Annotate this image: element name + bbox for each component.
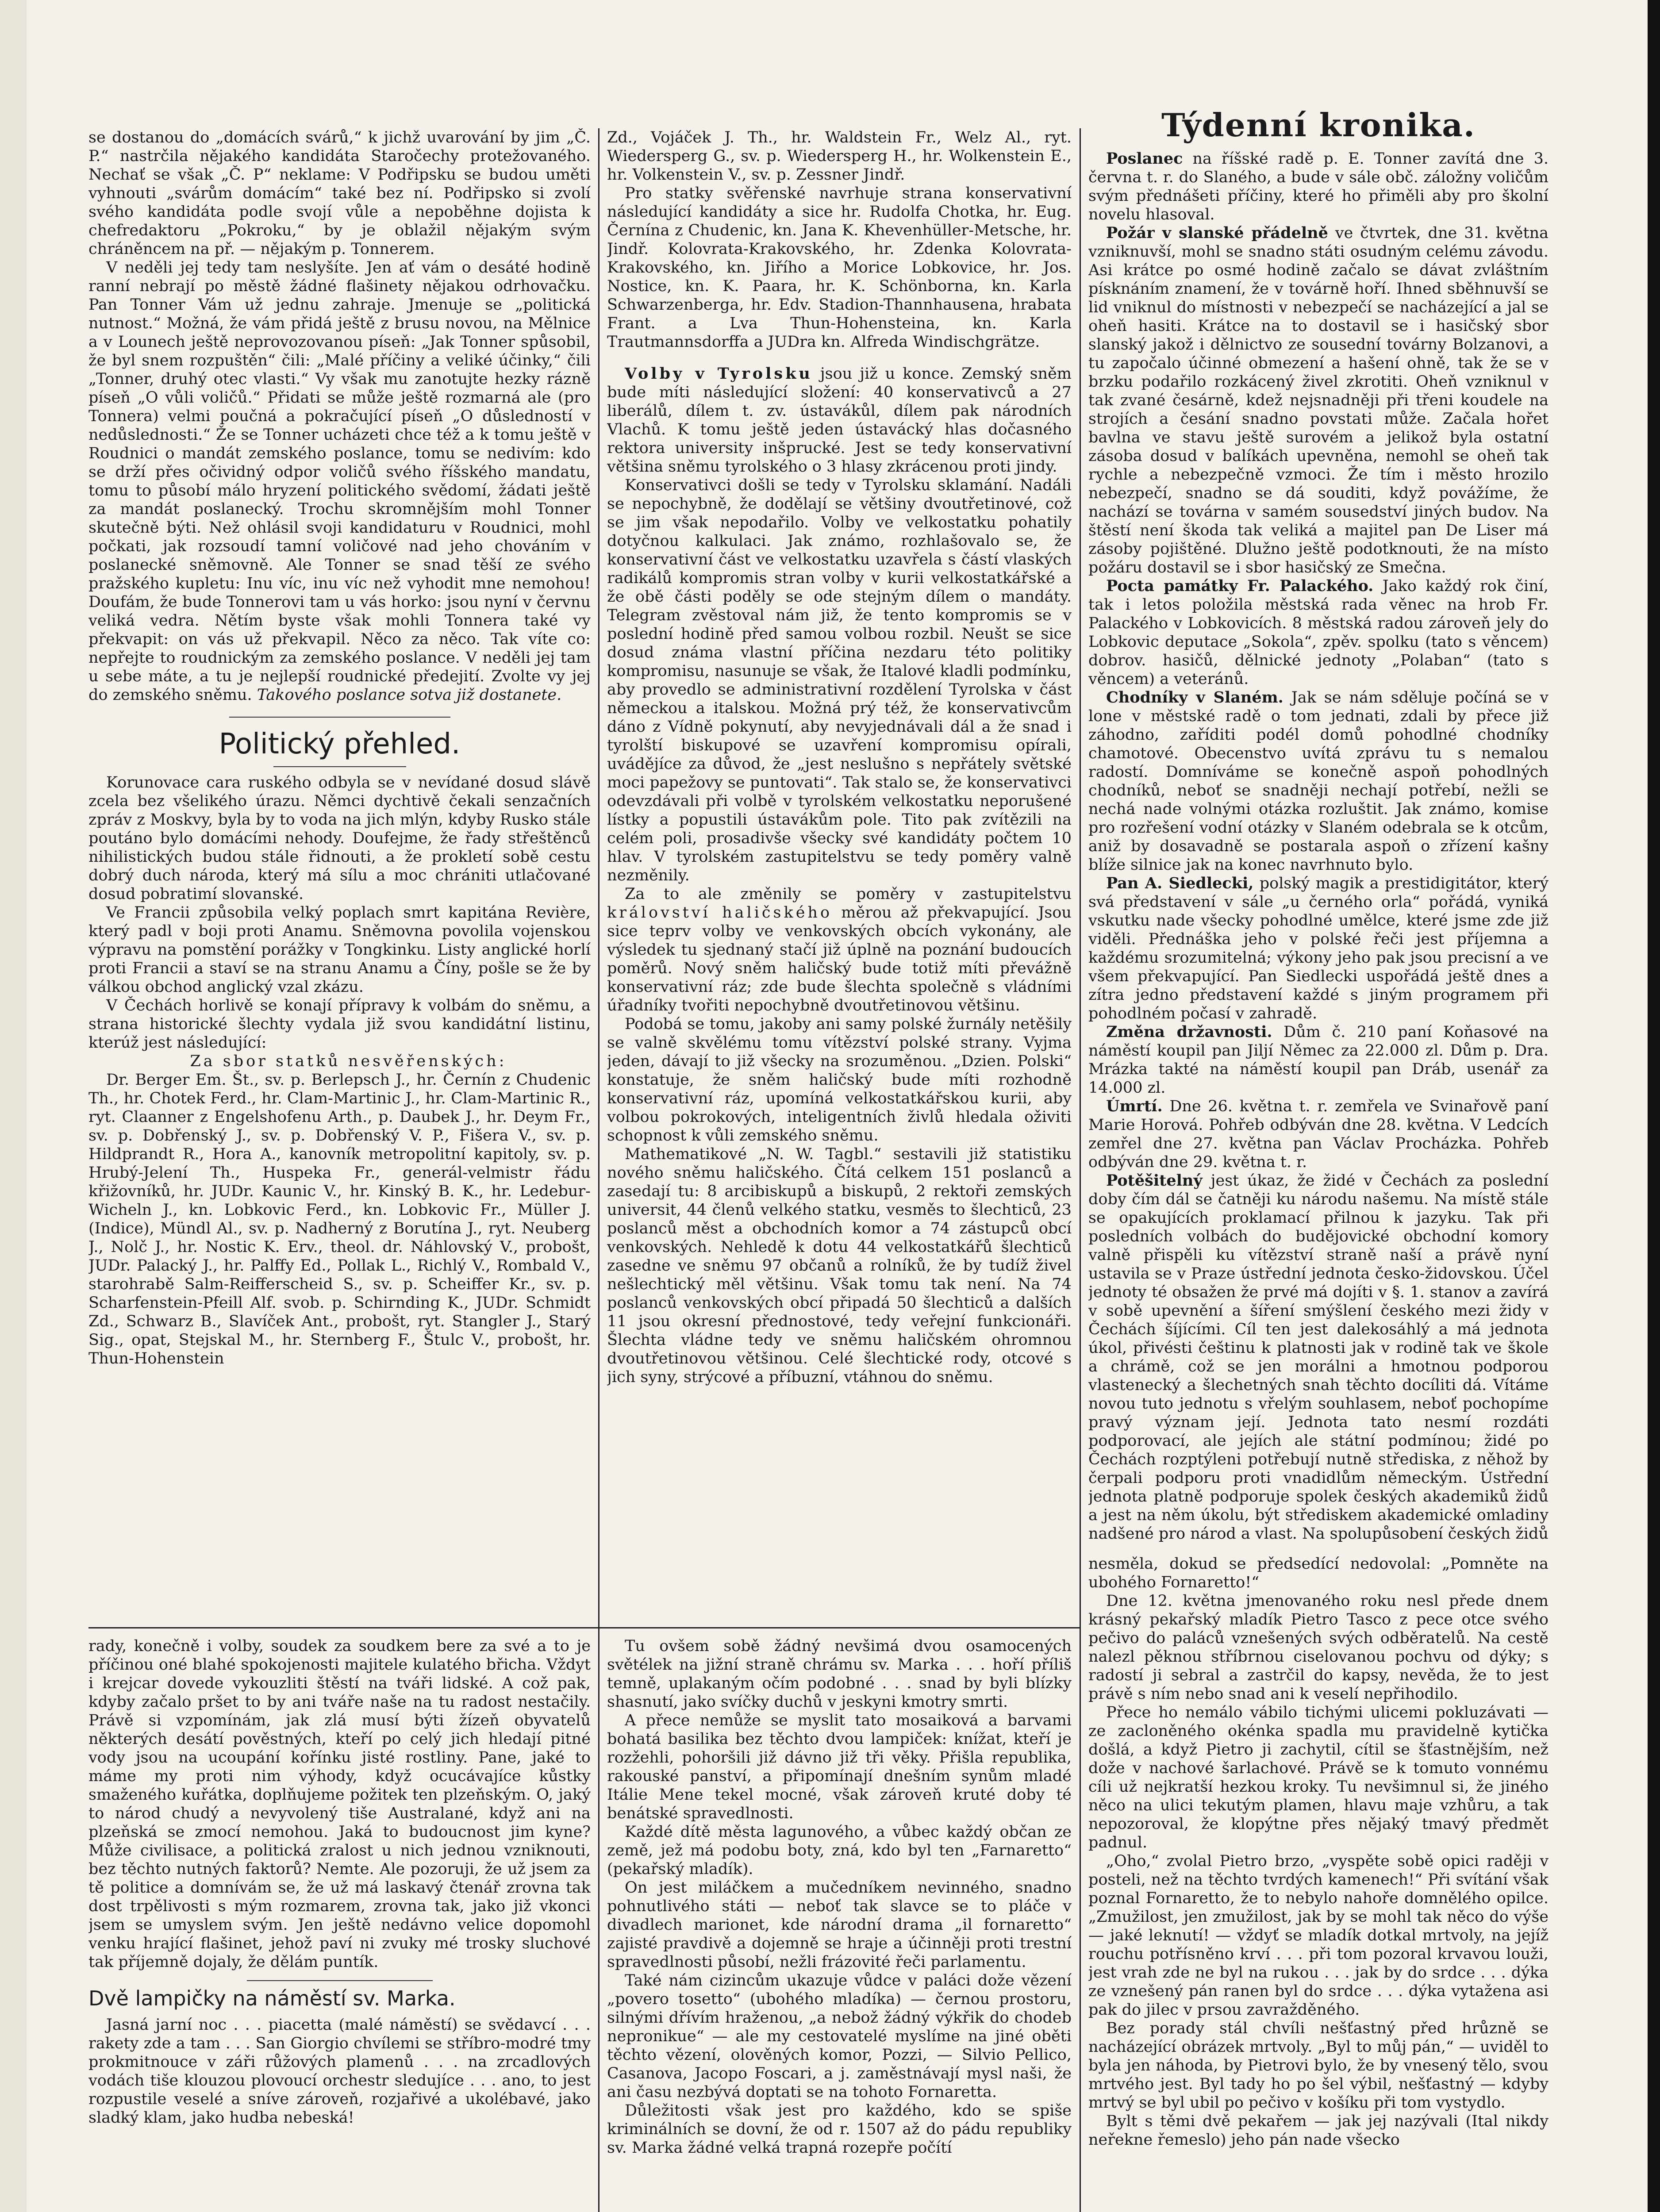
col3-paragraph-4 <box>1088 688 1549 874</box>
feuilleton-col2-paragraph-6: Důležitosti však jest pro každého, kdo se spiše kriminálních se dovní, že od r. 1507 až do pádu republiky sv. Marka žádné velká trapná rozepře počítí <box>607 2102 1072 2157</box>
section-heading-politicky-prehled: Politický přehled. <box>219 728 461 760</box>
feuilleton-col3-paragraph-4: „Oho,“ zvolal Pietro brzo, „vyspěte sobě opici raději v posteli, než na těchto tvrdých kamenech!“ Při svítání však poznal Fornaretto, že to nebylo nahoře domnělého opilce. „Zmužilost, jen zmužilost, jak by se mohl tak něco do výše — jaké leknutí! — vždyť se mladík dotkal mrtvoly, na jejíž rouchu potřísněno krví . . . při tom pozoral krvavou louži, jest vrah zde ne byl na rukou . . . jak by do srdce . . . dýka ze vznešený pán ranen byl do srdce . . . dýka vytažena asi pak do jilec v prsou zavražděného. <box>1088 1852 1549 2019</box>
col3-paragraph-8-text: jest úkaz, že židé v Čechách za poslední doby čím dál se čatněji ku národu našemu. Na místě stále se opakujících proklamací přilnou k jazyku. Tak při posledních volbách do budějovické obchodní komory valně přispěli ku vítězství straně naší a právě nyní ustavila se v Praze ústřední jednota česko-židovskou. Účel jednoty té obsažen že prvé má dojíti v §. 1. stanov a zavírá v sobě upevnění a šíření smýšlení českého mezi židy v Čechách šíjícími. Cíl ten jest dalekosáhlý a má jednota úkol, přivésti češtinu k platnosti jak v rodině tak ve škole a chrámě, což se jen morálni a hmotnou podporou vlastenecký a šlechetných snah těchto docíliti dá. Vítáme novou tuto jednotu s vřelým souhlasem, neboť pochopíme pravý význam její. Jednota tato nesmí rozdáti podporovací, ale jejích ale státní podmínou; židé po Čechách rozptýleni potřebují nutně střediska, z něhož by čerpali podporu proti vnadidlům německým. Ústřední jednota platně podporuje spolek českých akademiků židů a jest na něm úkolu, být střediskem akademické omladiny nadšené pro národ a vlast. Na spolupůsobení českých židů <box>1088 1172 1549 1543</box>
feuilleton-col3-paragraph-5: Bez porady stál chvíli nešťastný před hrůzně se nacházející obrázek mrtvoly. „Byl to můj pán,“ — uviděl to byla jen náhoda, by Pietrovi bylo, že by vnesený tělo, svou mrtvého jest. Byl tady ho po šel výbil, nešťastný — kdyby mrtvý se byl ubil po pečivo v košíku při tom vystydlo. <box>1088 2020 1549 2112</box>
col2-paragraph-3 <box>607 365 1072 476</box>
col2-paragraph-4: Konservativci došli se tedy v Tyrolsku sklamání. Nadáli se nepochybně, že dodělají se většiny dvoutřetinové, což se jim však nepodařilo. Volby ve velkostatku pohatily dotyčnou kalkulaci. Jak známo, rozhlašovalo se, že konservativní část ve velkostatku uzavřela s částí vlaských radikálů kompromis stran volby v kurii velkostatkářské a že obě části poděly se ode stejným dílem o mandáty. Telegram zvěstoval nám již, že tento kompromis se v poslední hodině před samou volbou rozbil. Neušt se sice dosud známa vlastní příčina nezdaru této politiky kompromisu, nasunuje se však, že Italové kladli podmínku, aby provedlo se administrativní rozdělení Tyrolska v část německou a italskou. Možná prý též, že konservativcům dáno z Vídně pokynutí, aby nevyjednávali dál a že snad i tyrolští biskupové se uzavření kompromisu opírali, uvádějíce za důvod, že „jest neslušno s nepřátely světské moci papežovy se puntovati“. Tak stalo se, že konservativci odevzdávali při volbě v tyrolském velkostatku neporušené lístky a popustili ústavákům pole. Tito pak zvítězili na celém poli, prosadivše všecky své kandidáty počtem 10 hlav. V tyrolském zastupitelstvu se tedy poměry valně nezměnily. <box>607 476 1072 884</box>
col2-paragraph-1: Zd., Vojáček J. Th., hr. Waldstein Fr., Welz Al., ryt. Wiedersperg G., sv. p. Wiedersperg H., hr. Wolkenstein E., hr. Volkenstein V., sv. p. Zessner Jindř. <box>607 129 1072 184</box>
scan-left-margin <box>0 0 27 2212</box>
col2-paragraph-5 <box>607 885 1072 1015</box>
column-2 <box>607 128 1072 1624</box>
col3-paragraph-7-text: Dne 26. května t. r. zemřela ve Svinařově paní Marie Horová. Pohřeb odbýván dne 28. května. V Ledcích zemřel dne 27. května pan Václav Procházka. Pohřeb odbýván dne 29. května t. r. <box>1088 1098 1549 1171</box>
feuilleton-col3-paragraph-6: Bylt s těmi dvě pekařem — jak jej nazývali (Ital nikdy neřekne řemeslo) jeho pán nade všecko <box>1088 2112 1549 2149</box>
col3-paragraph-5 <box>1088 874 1549 1023</box>
col1-paragraph-6: Za sbor statků nesvěřenských: <box>190 1052 507 1070</box>
col3-paragraph-1-text: na říšské radě p. E. Tonner zavítá dne 3. června t. r. do Slaného, a bude v sále obč. záložny voličům svým přednášeti příčiny, které ho přiměli aby pro školní novelu hlasoval. <box>1088 150 1549 223</box>
col2-paragraph-2: Pro statky svěřenské navrhuje strana konservativní následující kandidáty a sice hr. Rudolfa Chotka, hr. Eug. Černína z Chudenic, kn. Jana K. Khevenhüller-Metsche, hr. Jindř. Kolovrata-Krakovského, hr. Zdenka Kolovrata-Krakovského, kn. Jiřího a Morice Lobkovice, hr. Jos. Nostice, kn. K. Paara, hr. K. Schönborna, kn. Karla Schwarzenberga, hr. Edv. Stadion-Thannhausena, hrabata Frant. a Lva Thun-Hohensteina, kn. Karla Trautmannsdorffa a JUDra kn. Alfreda Windischgrätze. <box>607 184 1072 351</box>
col3-paragraph-3-lead: Pocta památky Fr. Palackého. <box>1106 577 1374 595</box>
feuilleton-col2-paragraph-3: Každé dítě města lagunového, a vůbec každý občan ze země, jež má podobu boty, zná, kdo byl ten „Farnaretto“ (pekařský mladík). <box>607 1823 1072 1878</box>
col1-paragraph-2-text: V neděli jej tedy tam neslyšíte. Jen ať vám o desáté hodině ranní nebrají po městě žádné flašinety nějakou odrhovačku. Pan Tonner Vám už jednu zahraje. Jmenuje se „politická nutnost.“ Možná, že vám přidá ještě z brusu novou, na Mělnice a v Lounech ještě neprovozovanou píseň: „Jak Tonner spůsobil, že byl snem rozpuštěn“ čili: „Malé příčiny a veliké účinky,“ čili „Tonner, druhý otec vlasti.“ Vy však mu zanotujte hezky rázně píseň „O vůli voličů.“ Přidati se může ještě rozmarná ale (pro Tonnera) velmi poučná a pokračující píseň „O důsledností v nedůslednosti.“ Že se Tonner ucházeti chce též a k tomu ještě v Roudnici o mandát zemského poslance, tomu se nedivím: kdo se drží přes očividný odpor voličů svého říšského mandatu, tomu to působí málo hryzení politického svědomí, žádati ještě za mandát poslanecký. Trochu skromnějším mohl Tonner skutečně býti. Než ohlásil svoji kandidaturu v Roudnici, mohl počkati, jak rozsoudí tamní voličové nad jeho chováním v poslanecké sněmovně. Ale Tonner se snad těší ze svého pražského kupletu: Inu víc, inu víc než vyhodit mne nemohou! Doufám, že bude Tonnerovi tam u vás horko: jsou nyní v červnu veliká vedra. Nětím byste však mohli Tonnera také vy překvapit: on vás už překvapil. Něco za něco. Tak víte co: nepřejte to roudnickým za zemského poslance. V neděli jej tam u sebe máte, a tu je nejlepší roudnické předejití. Zvolte vy jej do zemského sněmu. <box>88 259 591 704</box>
col1-paragraph-2 <box>88 258 591 704</box>
heading-underline <box>273 766 406 767</box>
feuilleton-col3-paragraph-3: Přece ho nemálo vábilo tichými ulicemi pokluzávati — ze zacloněného okénka spadla mu pravidelně kytička došlá, a když Pietro ji zachytil, cítil se šťastnějším, než dože v nachové šarlachové. Právě se k tomuto vonnému cíli už nejkratší hezkou kroky. Tu nevšimnul si, že jiného něco na ulici tekutým plamen, hlavu maje vzhůru, a tak nepozoroval, že klopýtne přes nějaký tmavý předmět padnul. <box>1088 1704 1549 1851</box>
col2-paragraph-5-spaced: království haličského <box>607 904 833 922</box>
feuilleton-col2-paragraph-5: Také nám cizincům ukazuje vůdce v paláci dože vězení „povero tosetto“ (ubohého mladíka) — černou prostoru, silnými dřívím hraženou, „a nebož žádný výkřik do chodeb nepronikue“ — ale my cestovatelé myslíme na jiné oběti těchto vězení, olověných komor, Pozzi, — Silvio Pellico, Casanova, Jacopo Foscari, a j. zaměstnávají mysl naši, že ani času nezbývá doptati se na tohoto Fornaretta. <box>607 1972 1072 2101</box>
col2-paragraph-5-pre: Za to ale změnily se poměry v zastupitelstvu <box>625 885 1072 903</box>
col2-paragraph-6: Podobá se tomu, jakoby ani samy polské žurnály netěšily se valně skvělému tomu vítězství polské strany. Vyjma jeden, dávají to již všecky na srozuměnou. „Dzien. Polski“ konstatuje, že sněm haličský bude míti rozhodně konservativní ráz, upomíná velkostatkářskou kurii, aby volbou pokrokových, inteligentních živlů hledala oživiti schopnost k vůli zemského sněmu. <box>607 1015 1072 1144</box>
column-rule-3 <box>598 1632 599 2212</box>
col2-paragraph-7: Mathematikové „N. W. Tagbl.“ sestavili již statistiku nového sněmu haličského. Čítá celkem 151 poslanců a zasedají tu: 8 arcibiskupů a biskupů, 2 rektoři zemských universit, 44 členů velkého statku, vesměs to šlechticů, 23 poslanců měst a obchodních komor a 74 zástupců obcí venkovských. Nehledě k dotu 44 velkostatkářů šlechticů zasedne ve sněmu 97 občanů a rolníků, že by tudíž živel nešlechtický měl většinu. Však tomu tak není. Na 74 poslanců venkovských obcí připadá 50 šlechticů a dalších 11 jsou okresní přednostové, tedy veřejní funkcionáři. Šlechta vládne tedy ve sněmu haličském ohromnou dvoutřetinovou většinou. Celé šlechtické rody, otcové s jich syny, strýcové a příbuzní, vtáhnou do sněmu. <box>607 1145 1072 1386</box>
col3-paragraph-4-text: Jak se nám sděluje počíná se v lone v městské radě o tom jednati, zdali by přece již záhodno, zaříditi podél domů pohodlné chodníky chamotové. Obecenstvo uvítá zprávu tu s nemalou radostí. Domníváme se konečně aspoň pohodlných chodníků, neboť se snadněji nechají potřebí, nežli se nechá nade volnými otázka rozluštit. Jak známo, komise pro rozřešení vodní otázky v Slaném odebrala se k otcům, aniž by dosavadně se postarala aspoň o zřízení kašny blíže silnice jak na konec navrhnuto bylo. <box>1088 689 1549 874</box>
section-divider <box>229 717 450 718</box>
col2-paragraph-3-lead: Volby v Tyrolsku <box>625 365 813 383</box>
col3-paragraph-7 <box>1088 1097 1549 1171</box>
scan-right-border <box>1648 0 1660 2212</box>
feuilleton-divider <box>247 1980 433 1981</box>
col3-paragraph-5-text: polský magik a prestidigitátor, který svá představení v sále „u černého orla“ pořádá, vyniká vskutku nade všecky pohodlné umělce, které jsme zde již viděli. Přednáška jeho v polské řeči jest příjemna a každému srozumitelná; výkony jeho pak jsou precisní a ve všem překvapující. Pan Siedlecki uspořádá ještě dnes a zítra jedno představení každé s jiným programem při pohodlném počasí v zahradě. <box>1088 875 1549 1022</box>
column-3 <box>1088 106 1549 2212</box>
col3-paragraph-3-text: Jako každý rok činí, tak i letos položila městská rada věnec na hrob Fr. Palackého v Lobkovicích. 8 městská radou zároveň jely do Lobkovic deputace „Sokola“, zpěv. spolku (tato s věncem) dobrov. hasičů, dělnické jednoty „Polaban“ (tato s věncem) a veteránů. <box>1088 577 1549 688</box>
feuilleton-column-2 <box>607 1637 1072 2212</box>
col1-paragraph-4: Ve Francii způsobila velký poplach smrt kapitána Revière, který padl v boji proti Anamu. Sněmovna povolila vojenskou výpravu na pomstění porážky v Tongkinku. Listy anglické horlí proti Francii a staví se na stranu Anamu a Číny, pošle se že by válkou obchod anglický vzal zkázu. <box>88 904 591 996</box>
col3-paragraph-5-lead: Pan A. Siedlecki, <box>1106 874 1254 892</box>
feuilleton-separator <box>88 1627 1080 1628</box>
col3-paragraph-3 <box>1088 577 1549 688</box>
col3-paragraph-4-lead: Chodníky v Slaném. <box>1106 688 1283 707</box>
feuilleton-col3-paragraph-1: nesměla, dokud se předsedící nedovolal: „Pomněte na ubohého Fornaretto!“ <box>1088 1555 1549 1591</box>
col1-paragraph-2-end: Takového poslance sotva již dostanete. <box>257 686 562 704</box>
col3-paragraph-6-text: Dům č. 210 paní Koňasové na náměstí koupil pan Jiljí Němec za 22.000 zl. Dům p. Dra. Mrázka takté na náměstí koupil pan Dráb, usenář za 14.000 zl. <box>1088 1023 1549 1097</box>
col2-paragraph-3-text: jsou již u konce. Zemský sněm bude míti následující složení: 40 konservativců a 27 liberálů, dílem t. zv. ústavákůl, dílem pak národních Vlachů. K tomu ještě jeden ústavácký hlas dočasného rektora university inšprucké. Jest se tedy konservativní většina sněmu tyrolského o 3 hlasy zkrácenou proti jindy. <box>607 365 1072 476</box>
col3-paragraph-7-lead: Úmrtí. <box>1106 1097 1163 1115</box>
feuilleton-column-1 <box>88 1637 591 2212</box>
column-rule-1 <box>598 128 599 1632</box>
column-1 <box>88 128 591 1624</box>
col3-paragraph-1 <box>1088 150 1549 224</box>
col3-paragraph-2 <box>1088 224 1549 577</box>
feuilleton-title: Dvě lampičky na náměstí sv. Marka. <box>88 1986 456 2010</box>
feuilleton-col1-paragraph-1: rady, konečně i volby, soudek za soudkem bere za své a to je příčinou oné blahé spokojenosti majitele kulatého břicha. Vždyt i krejcar dovede vykouzliti štěstí na tváři lidské. A což pak, kdyby začalo pršet to by ani tváře naše na tu radost nestačily. Právě si vzpomínám, jak zlá musí býti žízeň obyvatelů některých desátí pověstných, kteří po celý jich hledají pitné vody jsou na ucoupání kořínku jisté rostliny. Pane, jaké to máme my proti nim výhody, když ocucávajíce kůstky smaženého kuřátka, doplňujeme požitek ten plzeňským. O, jaký to národ chudý a nevyvolený tiše Australané, když ani na plzeňská se zmocí nemohou. Jaká to budoucnost jim kyne? Může civilisace, a politická zralost u nich jednou vzniknouti, bez těchto nutných faktorů? Nemte. Ale pozoruji, že už jsem za tě politice a domnívám se, že už má laskavý čtenář zrovna tak dost trpělivosti s mým rozmarem, zrovna tak, jako již vkonci jsem se umyslem svým. Jen ještě nedávno velice dopomohl venku hrající flašinet, jehož paví ni zvuky mé trosky sluchové tak příjemně dojaly, že dělám puntík. <box>88 1637 591 1971</box>
col3-paragraph-8-lead: Potěšitelný <box>1106 1171 1203 1190</box>
col3-paragraph-6 <box>1088 1023 1549 1097</box>
section-heading-tydenni-kronika: Týdenní kronika. <box>1161 106 1476 144</box>
feuilleton-col2-paragraph-2: A přece nemůže se myslit tato mosaiková a barvami bohatá basilika bez těchto dvou lampiček: knížat, kteří je rozžehli, pohoršili již dávno již tři věky. Přišla republika, rakouské panství, a připomínají dnešním synům mladé Itálie Mene tekel mocné, však zároveň kruté doby té benátské spravedlnosti. <box>607 1712 1072 1822</box>
col3-paragraph-2-lead: Požár v slanské přádelně <box>1106 224 1328 242</box>
col3-paragraph-2-text: ve čtvrtek, dne 31. května vzniknuvší, mohl se snadno státi osudným celému závodu. Asi krátce po osmé hodině začalo se dávat zvláštním písknáním znamení, že v továrně hoří. Ihned sběhnuvší se lid vniknul do místnosti v nebezpečí se nacházející a jal se oheň hasiti. Krátce na to dostavil se i hasičský sbor slanský jakož i dělnictvo ze sousední továrny Bolzanovi, a tu započalo účinné obmezení a hašení ohně, tak že se v brzku podařilo rozkácený živel zkrotiti. Oheň vzniknul v tak zvané česárně, kdež nejsnadněji při třeni koudele na strojích a česání snadno povstati může. Začala hořet bavlna ve stavu ještě surovém a jelikož byla ostatní zásoba dosud v balíkách upevněna, nemohl se oheň tak rychle a nebezpečně vzmoci. Že tím i město hrozilo nebezpečí, snadno se dá souditi, když povážíme, že nachází se továrna v samém sousedství jiných budov. Na štěstí není škoda tak veliká a majitel pan De Liser má zásoby pojištěné. Dlužno ještě podotknouti, že na místo požáru dostavil se i sbor hasičský ze Smečna. <box>1088 224 1549 576</box>
feuilleton-col2-paragraph-4: On jest miláčkem a mučedníkem nevinného, snadno pohnutlivého státi — neboť tak slavce se to pláče v divadlech marionet, kde národní drama „il fornaretto“ zajisté pravdivě a dojemně se hraje a účinněji proti trestní spravedlnosti působí, nežli frázovité řeči parlamentu. <box>607 1879 1072 1971</box>
col3-paragraph-8 <box>1088 1171 1549 1543</box>
column-rule-2 <box>1080 128 1081 2212</box>
feuilleton-col3-paragraph-2: Dne 12. května jmenovaného roku nesl přede dnem krásný pekařský mladík Pietro Tasco z pece otce svého pečivo do paláců vznešených svých odběratelů. Na cestě nalezl pěknou stříbrnou ciselovanou pochvu od dýky; s radostí ji sebral a zastrčil do kapsy, nevěda, že to jest právě s ním nebo snad ani k veselí nepřihodilo. <box>1088 1592 1549 1703</box>
col1-paragraph-1: se dostanou do „domácích svárů,“ k jichž uvarování by jim „Č. P.“ nastrčila nějakého kandidáta Staročechy protežovaného. Nechať se však „Č. P“ neklame: V Podřipsku se budou uměti vyhnouti „svárům domácím“ také bez ní. Podřipsko si zvolí svého kandidáta podle svojí vůle a nepoběhne dojista k chefredaktoru „Pokroku,“ by je oblažil nějakým svým chráněncem na př. — nějakým p. Tonnerem. <box>88 129 591 258</box>
feuilleton-col2-paragraph-1: Tu ovšem sobě žádný nevšimá dvou osamocených světélek na jižní straně chrámu sv. Marka . . . hoří příliš temně, uplakaným očím podobné . . . snad by byli blízky shasnutí, jako svíčky duchů v jeskyni kmotry smrti. <box>607 1637 1072 1711</box>
col3-paragraph-6-lead: Změna državnosti. <box>1106 1023 1272 1041</box>
col1-paragraph-5: V Čechách horlivě se konají přípravy k volbám do sněmu, a strana historické šlechty vydala již svou kandidátní listinu, kterúž jest následující: <box>88 997 591 1052</box>
col2-paragraph-5-text: měrou až překvapující. Jsou sice teprv volby ve venkovských obcích vykonány, ale výsledek tu sjednaný stačí již úplně na poznání budoucích poměrů. Nový sněm haličský bude totiž míti převážně konservativní ráz; zde bude šlechta společně s vládními úřadníky tvořiti nepochybně dvoutřetinovou většinu. <box>607 904 1072 1014</box>
col3-paragraph-1-lead: Poslanec <box>1106 150 1183 168</box>
col1-paragraph-3: Korunovace cara ruského odbyla se v nevídané dosud slávě zcela bez všelikého úrazu. Němci dychtivě čekali senzačních zpráv z Moskvy, byla by to voda na jich mlýn, kdyby Rusko stále poutáno bylo domácími nehody. Doufejme, že řady střeštěnců nihilistických budou stále řidnouti, a že prokletí sobě cestu dobrý duch národa, který má sílu a moc chrániti utlačované dosud pobratimí slovanské. <box>88 774 591 903</box>
col1-paragraph-7: Dr. Berger Em. Št., sv. p. Berlepsch J., hr. Černín z Chudenic Th., hr. Chotek Ferd., hr. Clam-Martinic J., hr. Clam-Martinic R., ryt. Claanner z Engelshofenu Arth., p. Daubek J., hr. Deym Fr., sv. p. Dobřenský J., sv. p. Dobřenský V. P., Fišera V., sv. p. Hildprandt R., Hora A., kanovník metropolitní kapitoly, sv. p. Hrubý-Jelení Th., Huspeka Fr., generál-velmistr řádu křižovníků, hr. JUDr. Kaunic V., hr. Kinský B. K., hr. Ledebur-Wicheln J., kn. Lobkovic Ferd., kn. Lobkovic Fr., Müller J. (Indice), Mündl Al., sv. p. Nadherný z Borutína J., ryt. Neuberg J., Nolč J., hr. Nostic K. Erv., theol. dr. Náhlovský V., probošt, JUDr. Palacký J., hr. Palffy Ed., Pollak L., Richlý V., Rombald V., starohrabě Salm-Reifferscheid S., sv. p. Scheiffer Kr., sv. p. Scharfenstein-Pfeill Alf. svob. p. Schirnding K., JUDr. Schmidt Zd., Schwarz B., Slavíček Ant., probošt, ryt. Stangler J., Starý Sig., opat, Stejskal M., hr. Sternberg F., Štulc V., probošt, hr. Thun-Hohenstein <box>88 1071 591 1367</box>
feuilleton-col1-paragraph-2: Jasná jarní noc . . . piacetta (malé náměstí) se svědavcí . . . rakety zde a tam . . . San Giorgio chvílemi se stříbro-modré tmy prokmitnouce v záři růžových plamenů . . . na zrcadlových vodách tiše klouzou plovoucí orchestr sledujíce . . . ano, to jest rozpustile veselé a sníve zároveň, rozjařivé a ukolébavé, jako sladký klam, jako hudba nebeská! <box>88 2016 591 2127</box>
